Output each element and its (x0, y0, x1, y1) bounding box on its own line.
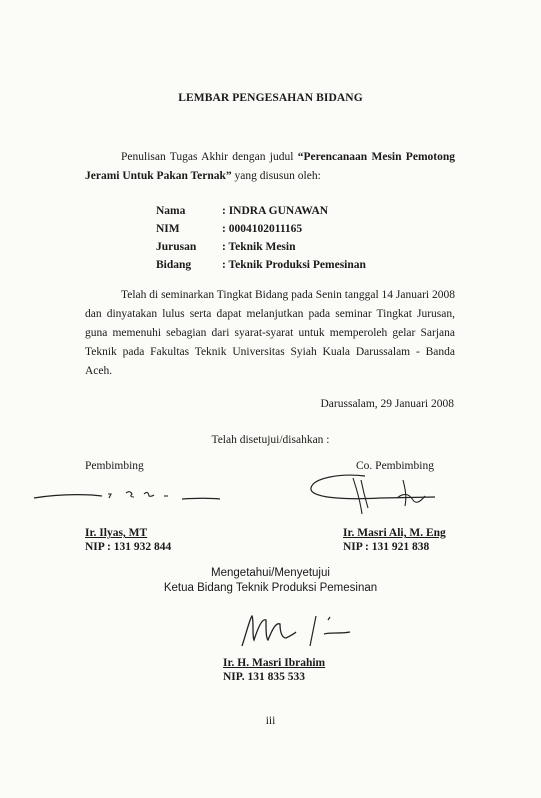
identity-key: Nama (156, 205, 186, 217)
head-name: Ir. H. Masri Ibrahim (223, 657, 326, 669)
identity-value: : 0004102011165 (222, 223, 303, 235)
identity-row-department (156, 241, 366, 259)
approval-line: Telah disetujui/disahkan : (211, 434, 330, 446)
author-identity (156, 205, 366, 277)
identity-value: : Teknik Mesin (222, 241, 296, 253)
co-supervisor-signature (305, 470, 465, 520)
body-paragraph (85, 286, 455, 381)
identity-key: Jurusan (156, 241, 197, 253)
page-number: iii (265, 715, 276, 727)
page-title: LEMBAR PENGESAHAN BIDANG (178, 92, 363, 104)
identity-row-name (156, 205, 366, 223)
acknowledgement-block (0, 566, 541, 596)
supervisor-block (85, 526, 171, 554)
place-date: Darussalam, 29 Januari 2008 (320, 398, 454, 410)
supervisor-signature (32, 482, 222, 508)
identity-row-nim (156, 223, 366, 241)
co-supervisor-block (343, 526, 446, 554)
head-block (223, 656, 325, 684)
head-nip: NIP. 131 835 533 (223, 671, 305, 683)
head-signature (236, 608, 356, 654)
identity-value: : Teknik Produksi Pemesinan (222, 259, 366, 271)
thesis-title: “Perencanaan Mesin Pemotong Jerami Untuk Pakan Ternak” (85, 151, 455, 182)
co-supervisor-nip: NIP : 131 921 838 (343, 541, 430, 553)
supervisor-label: Pembimbing (85, 460, 144, 472)
intro-prefix: Penulisan Tugas Akhir dengan judul (121, 151, 298, 163)
identity-row-field (156, 259, 366, 277)
identity-value: : INDRA GUNAWAN (222, 205, 329, 217)
supervisor-name: Ir. Ilyas, MT (85, 527, 148, 539)
co-supervisor-label: Co. Pembimbing (356, 460, 434, 472)
body-text: Telah di seminarkan Tingkat Bidang pada Senin tanggal 14 Januari 2008 dan dinyatakan lulus serta dapat melanjutkan pada seminar Tingkat Jurusan, guna memenuhi sebagian dari syarat-syarat untuk memperoleh gelar Sarjana Teknik pada Fakultas Teknik Universitas Syiah Kuala Darussalam - Banda Aceh. (85, 289, 455, 377)
intro-paragraph (85, 148, 455, 186)
identity-key: Bidang (156, 259, 192, 271)
supervisor-nip: NIP : 131 932 844 (85, 541, 172, 553)
identity-key: NIM (156, 223, 180, 235)
intro-suffix: yang disusun oleh: (231, 170, 321, 182)
acknowledgement-line1: Mengetahui/Menyetujui (211, 567, 330, 579)
acknowledgement-line2: Ketua Bidang Teknik Produksi Pemesinan (163, 582, 378, 594)
co-supervisor-name: Ir. Masri Ali, M. Eng (343, 527, 446, 539)
